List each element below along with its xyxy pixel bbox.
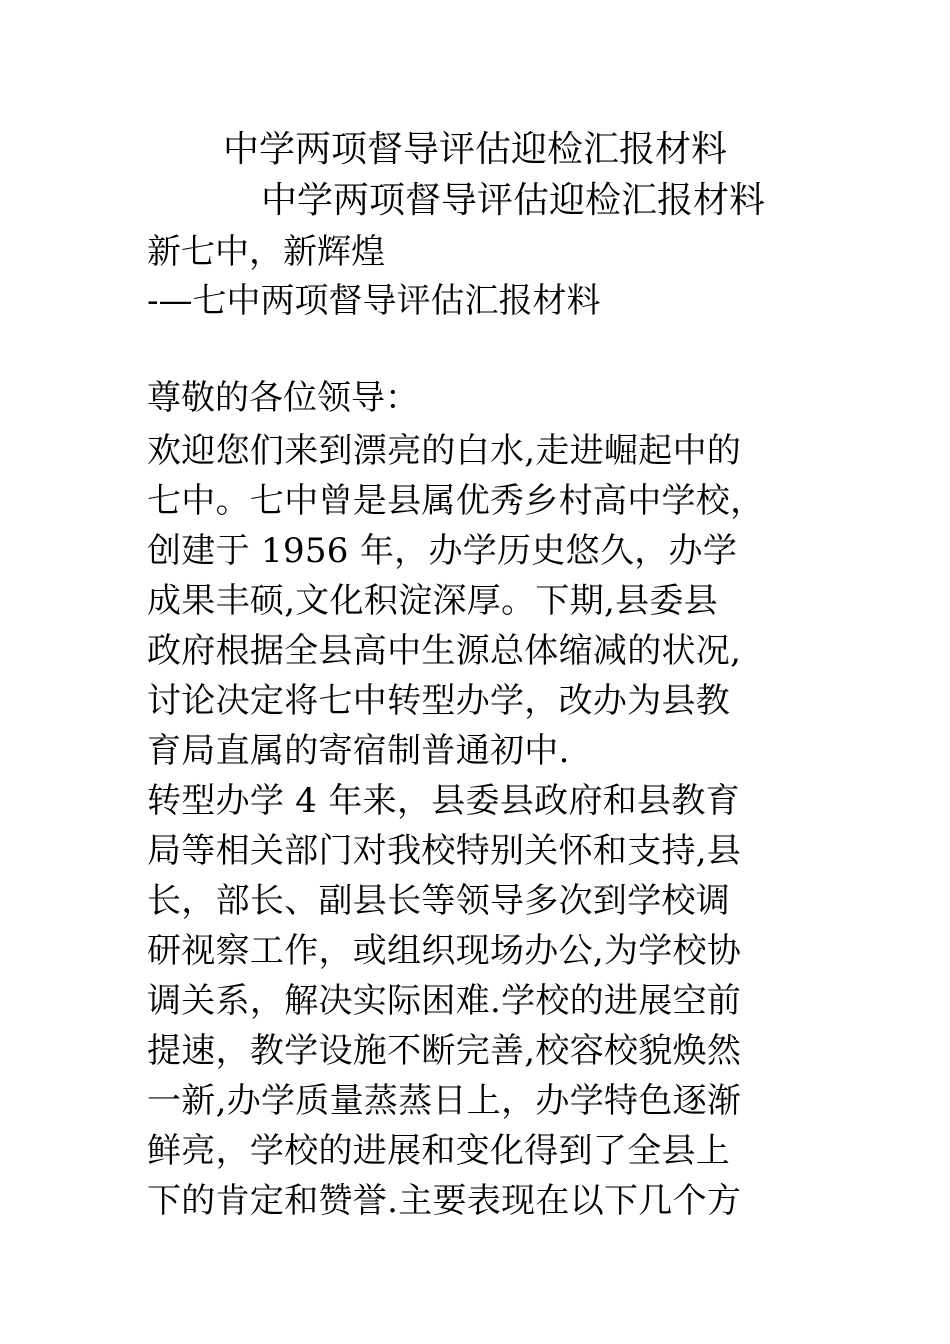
body-line: 成果丰硕,文化积淀深厚。下期,县委县 [147,581,719,621]
body-line: 鲜亮，学校的进展和变化得到了全县上 [147,1131,731,1171]
subheading: -—七中两项督导评估汇报材料 [147,281,601,321]
salutation: 尊敬的各位领导： [147,378,419,418]
body-line: 政府根据全县高中生源总体缩减的状况, [147,631,742,671]
body-line: 下的肯定和赞誉.主要表现在以下几个方 [147,1181,742,1221]
body-line: 调关系，解决实际困难.学校的进展空前 [147,981,742,1021]
heading: 新七中，新辉煌 [147,232,385,272]
body-line: 七中。七中曾是县属优秀乡村高中学校， [147,481,765,521]
body-line: 局等相关部门对我校特别关怀和支持,县 [147,831,742,871]
body-line: 转型办学 4 年来，县委县政府和县教育 [147,781,740,821]
body-line: 研视察工作，或组织现场办公,为学校协 [147,931,742,971]
body-line: 提速，教学设施不断完善,校容校貌焕然 [147,1031,742,1071]
document-title: 中学两项督导评估迎检汇报材料 [222,129,727,170]
body-line: 育局直属的寄宿制普通初中. [147,731,570,771]
body-line: 创建于 1956 年，办学历史悠久，办学 [147,531,738,571]
body-line: 长，部长、副县长等领导多次到学校调 [147,881,731,921]
body-line: 讨论决定将七中转型办学，改办为县教 [147,681,731,721]
document-title-repeat: 中学两项督导评估迎检汇报材料 [260,180,765,221]
body-text [147,426,847,1226]
body-line: 欢迎您们来到漂亮的白水,走进崛起中的 [147,431,742,471]
body-line: 一新,办学质量蒸蒸日上，办学特色逐渐 [147,1081,742,1121]
